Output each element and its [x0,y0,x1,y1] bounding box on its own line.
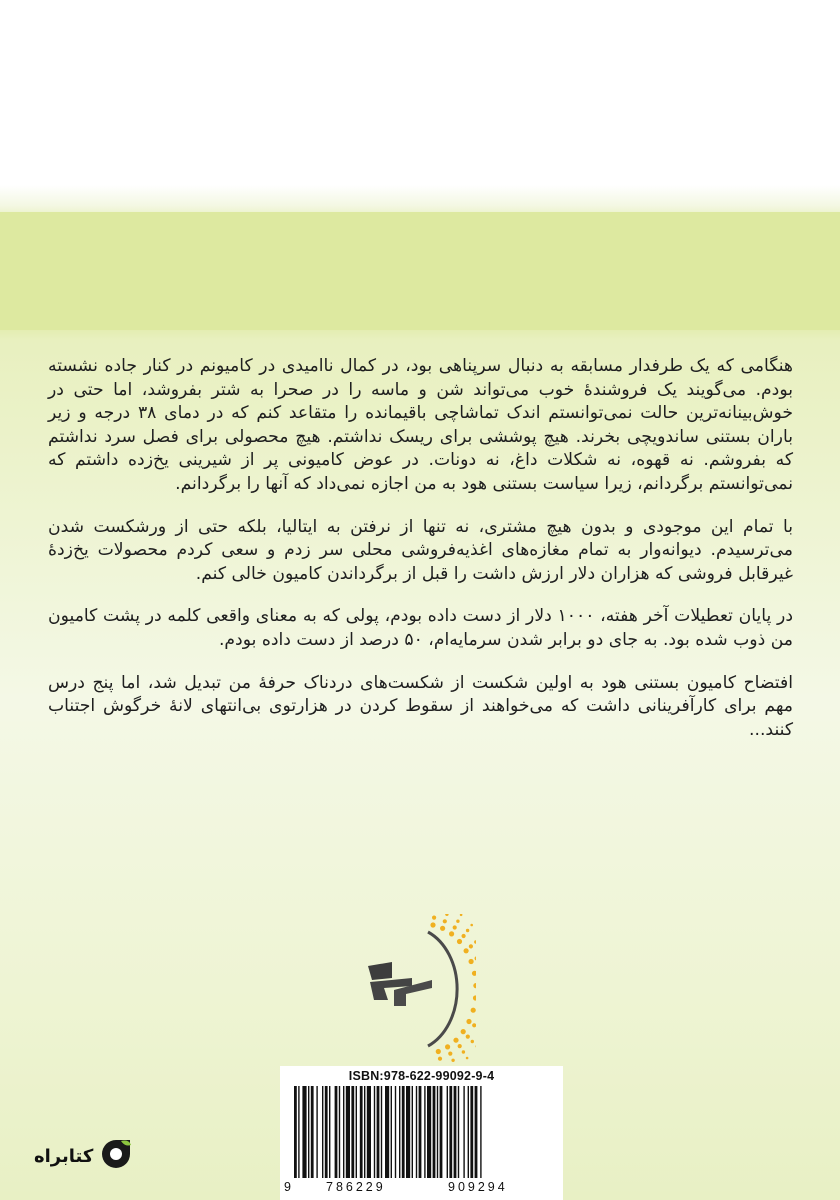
isbn-label: ISBN:978-622-99092-9-4 [348,1069,495,1083]
blurb-text [48,355,793,761]
publisher-name: کتابراه [34,1145,94,1167]
isbn-digits-left: 786229 [326,1180,386,1194]
paragraph: در پایان تعطیلات آخر هفته، ۱۰۰۰ دلار از دست داده بودم، پولی که به معنای واقعی کلمه در پشت کامیون من ذوب شده بود. به جای دو برابر شدن سرمایه‌ام، ۵۰ درصد از دست داده بودم. [48,606,793,650]
publisher-logo [34,1136,132,1176]
paragraph: هنگامی که یک طرفدار مسابقه به دنبال سرپناهی بود، در کمال ناامیدی در کامیونم در کنار جاده نشسته بودم. می‌گویند یک فروشندهٔ خوب می‌تواند شن و ماسه را در صحرا به شتر بفروشد، اما حتی در خوش‌بینانه‌ترین حالت نمی‌توانستم اندک تماشاچی باقیمانده را متقاعد کنم که در دمای ۳۸ درجه و زیر باران بستنی ساندویچی بخرند. هیچ پوششی برای ریسک نداشتم. هیچ محصولی برای فصل سرد نداشتم که بفروشم. نه قهوه، نه شکلات داغ، نه دونات. در عوض کامیونی پر از شیرینی یخ‌زده داشتم که نمی‌توانستم برگردانم، زیرا سیاست بستنی هود به من اجازه نمی‌داد که آنها را برگردانم. [48,356,793,494]
sun-ship-emblem-icon [366,914,476,1064]
isbn-barcode [280,1066,563,1200]
isbn-digits-right: 909294 [448,1180,508,1194]
paragraph: افتضاح کامیون بستنی هود به اولین شکست از شکست‌های دردناک حرفهٔ من تبدیل شد، اما پنج درس مهم برای کارآفرینانی داشت که می‌خواهند از سقوط کردن در هزارتوی بی‌انتهای لانهٔ خرگوش اجتناب کنند... [48,672,793,740]
isbn-digit-lead: 9 [284,1180,291,1194]
barcode-icon [280,1086,563,1186]
paragraph: با تمام این موجودی و بدون هیچ مشتری، نه تنها از نرفتن به ایتالیا، بلکه حتی از ورشکست شدن می‌ترسیدم. دیوانه‌وار به تمام مغازه‌های اغذیه‌فروشی محلی سر زدم و سعی کردم محصولات یخ‌زدهٔ غیرقابل فروشی که هزاران دلار ارزش داشت را قبل از برگرداندن کامیون خالی کنم. [48,516,793,584]
green-band [0,212,840,330]
ketabrah-logo-icon [99,1137,133,1175]
